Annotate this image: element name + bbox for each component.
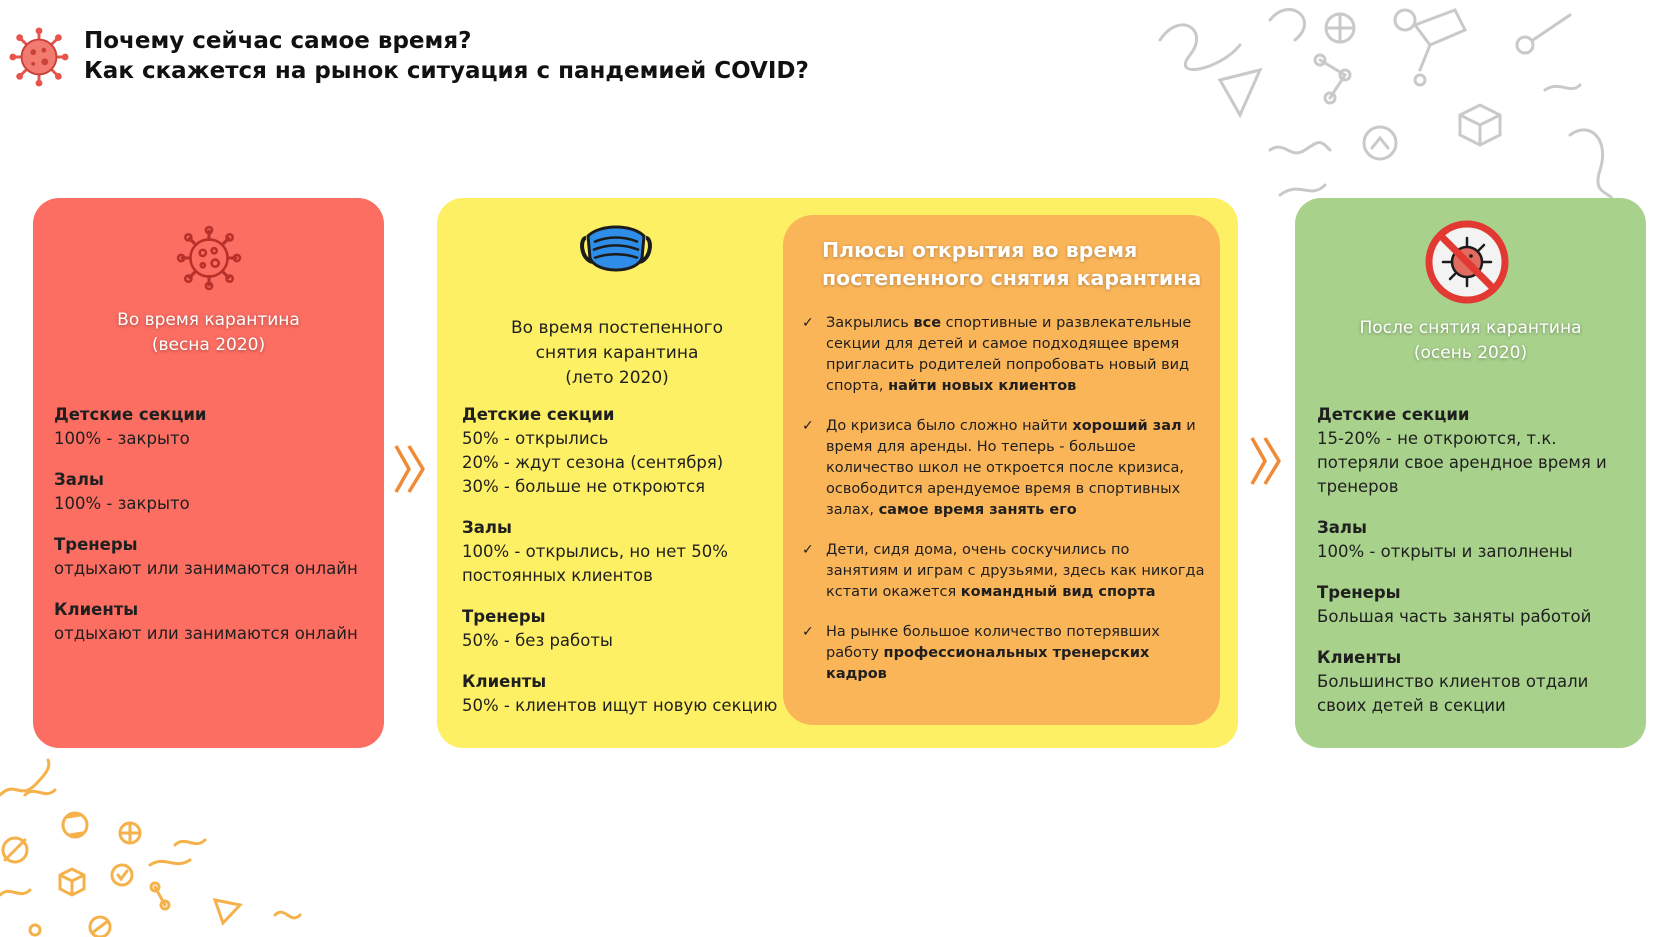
item-text: 50% - без работы [462, 631, 613, 650]
list-item [462, 403, 777, 499]
after-subtitle-line-2: (осень 2020) [1413, 343, 1528, 363]
item-text: своих детей в секции [1317, 696, 1506, 715]
quarantine-list [54, 403, 358, 663]
list-item [1317, 581, 1607, 629]
item-text: 20% - ждут сезона (сентября) [462, 453, 724, 472]
item-text: 30% - больше не откроются [462, 477, 706, 496]
item-text: Закрылись [826, 315, 914, 331]
item-bold: все [913, 315, 942, 331]
chevron-right-icon [393, 443, 431, 495]
list-item [54, 598, 358, 646]
advantages-list [800, 313, 1205, 704]
advantages-title-line-1: Плюсы открытия во время [822, 238, 1138, 262]
item-heading: Клиенты [462, 672, 547, 691]
item-text: отдыхают или занимаются онлайн [54, 559, 358, 578]
list-item [1317, 403, 1607, 499]
item-bold: найти новых клиентов [888, 378, 1077, 394]
item-heading: Детские секции [462, 405, 615, 424]
no-virus-icon [1423, 218, 1511, 306]
item-bold: хороший зал [1072, 418, 1182, 434]
item-text: Большая часть заняты работой [1317, 607, 1592, 626]
advantages-title-line-2: постепенного снятия карантина [822, 266, 1202, 290]
quarantine-subtitle [33, 308, 384, 358]
item-text: потеряли свое арендное время и [1317, 453, 1607, 472]
item-text: спортивные и развлекательные секции для детей и самое подходящее время пригласить родителей попробовать новый вид спорта, [826, 315, 1192, 394]
item-text: 100% - открыты и заполнены [1317, 542, 1573, 561]
after-list [1317, 403, 1607, 735]
chevron-right-icon [1249, 435, 1287, 487]
after-subtitle-line-1: После снятия карантина [1359, 318, 1582, 338]
advantages-title [822, 236, 1201, 292]
list-item [462, 605, 777, 653]
item-text: На рынке большое количество потерявших работу [826, 624, 1160, 661]
item-heading: Тренеры [462, 607, 546, 626]
check-icon: ✓ [802, 624, 814, 640]
item-text: 50% - открылись [462, 429, 609, 448]
list-item [54, 403, 358, 451]
item-bold: самое время занять его [878, 502, 1077, 518]
item-heading: Залы [1317, 518, 1367, 537]
after-subtitle [1295, 316, 1646, 366]
list-item [800, 313, 1205, 397]
virus-icon [8, 26, 70, 88]
item-heading: Клиенты [1317, 648, 1402, 667]
item-text: Большинство клиентов отдали [1317, 672, 1589, 691]
gradual-list [462, 403, 777, 735]
face-mask-icon [578, 222, 654, 282]
item-heading: Детские секции [54, 405, 207, 424]
item-text: 100% - закрыто [54, 429, 190, 448]
item-text: Дети, сидя дома, очень соскучились по занятиям и играм с друзьями, здесь как никогда кстати окажется [826, 542, 1205, 600]
gradual-subtitle-line-3: (лето 2020) [565, 368, 669, 388]
list-item [462, 670, 777, 718]
list-item [1317, 646, 1607, 718]
quarantine-subtitle-line-1: Во время карантина [117, 310, 300, 330]
item-text: До кризиса было сложно найти [826, 418, 1073, 434]
list-item [462, 516, 777, 588]
gradual-subtitle-line-2: снятия карантина [535, 343, 699, 363]
gradual-subtitle-line-1: Во время постепенного [511, 318, 723, 338]
item-text: 100% - закрыто [54, 494, 190, 513]
virus-icon [176, 225, 242, 291]
item-bold: профессиональных тренерских кадров [826, 645, 1150, 682]
item-heading: Залы [54, 470, 104, 489]
check-icon: ✓ [802, 542, 814, 558]
item-text: 100% - открылись, но нет 50% [462, 542, 728, 561]
gradual-subtitle [437, 316, 797, 391]
item-heading: Тренеры [54, 535, 138, 554]
page-title [84, 26, 809, 86]
list-item [54, 468, 358, 516]
list-item [54, 533, 358, 581]
item-text: 50% - клиентов ищут новую секцию [462, 696, 778, 715]
list-item [800, 622, 1205, 685]
list-item [800, 540, 1205, 603]
item-heading: Тренеры [1317, 583, 1401, 602]
item-heading: Клиенты [54, 600, 139, 619]
item-text: тренеров [1317, 477, 1399, 496]
item-heading: Детские секции [1317, 405, 1470, 424]
item-text: 15-20% - не откроются, т.к. [1317, 429, 1557, 448]
quarantine-subtitle-line-2: (весна 2020) [151, 335, 266, 355]
item-bold: командный вид спорта [960, 584, 1156, 600]
item-text: отдыхают или занимаются онлайн [54, 624, 358, 643]
item-text: и время для аренды. Но теперь - большое количество школ не откроется после кризиса, освободится арендуемое время в спортивных залах, [826, 418, 1196, 518]
item-text: постоянных клиентов [462, 566, 653, 585]
decorative-sport-doodles-orange [0, 755, 310, 937]
list-item [1317, 516, 1607, 564]
check-icon: ✓ [802, 315, 814, 331]
title-line-2: Как скажется на рынок ситуация с пандемией COVID? [84, 58, 809, 84]
title-line-1: Почему сейчас самое время? [84, 28, 472, 54]
check-icon: ✓ [802, 418, 814, 434]
item-heading: Залы [462, 518, 512, 537]
list-item [800, 416, 1205, 521]
